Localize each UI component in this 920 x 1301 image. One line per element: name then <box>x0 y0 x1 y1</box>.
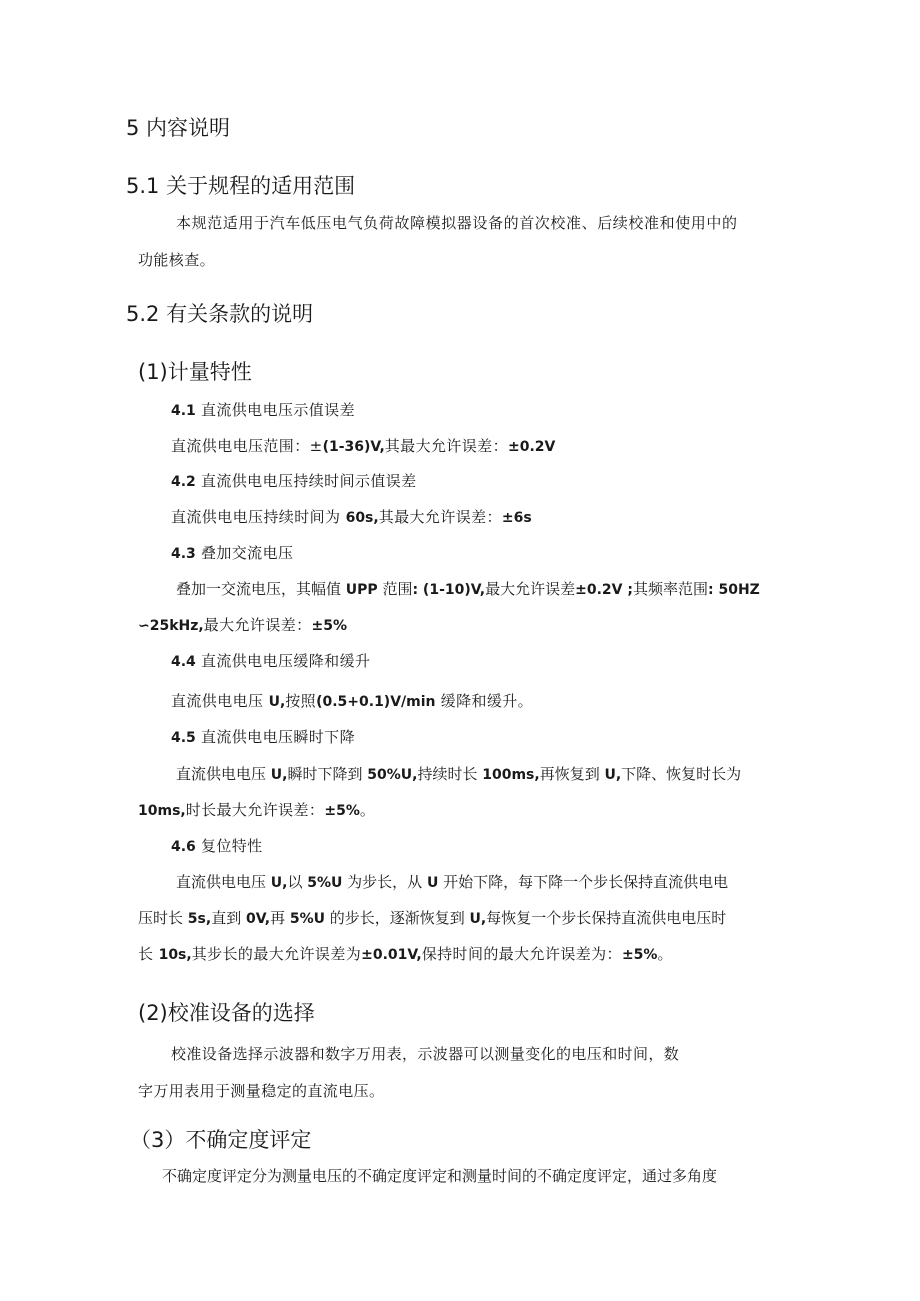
item-4-1-title <box>171 399 355 420</box>
text-run: 其频率范围 <box>632 580 708 598</box>
text-run: 为步长，从 <box>342 873 427 891</box>
item-4-5-body-line-1 <box>176 763 741 784</box>
text-run: 范围 <box>377 580 413 598</box>
item-4-2-title-text: 直流供电电压持续时间示值误差 <box>195 472 417 490</box>
text-run: 直流供电电压 <box>176 765 271 783</box>
text-run: 最大允许误差 <box>485 580 576 598</box>
item-4-4-title <box>171 650 370 671</box>
text-run: 直到 <box>211 909 246 927</box>
text-run: 长 <box>138 945 159 963</box>
item-4-6-title <box>171 835 263 856</box>
text-run: 压时长 <box>138 909 188 927</box>
item-4-6-body-line-1 <box>176 871 728 892</box>
text-run: 直流供电电压范围：± <box>171 437 323 455</box>
item-4-2-body <box>171 506 532 527</box>
bold-run: U, <box>270 767 288 783</box>
text-run: 时长最大允许误差： <box>185 801 325 819</box>
item-4-5-number: 4.5 <box>171 730 196 746</box>
bold-run: ±0.2V ; <box>575 582 633 598</box>
clause-2-para-line-2: 字万用表用于测量稳定的直流电压。 <box>138 1082 385 1100</box>
item-4-4-number: 4.4 <box>171 654 196 670</box>
text-run: 直流供电电压 <box>171 692 269 710</box>
item-4-3-number: 4.3 <box>171 546 196 562</box>
section-5-heading: 5 内容说明 <box>126 116 231 140</box>
text-run: 持续时长 <box>417 765 483 783</box>
item-4-4-body <box>171 690 533 711</box>
section-5-1-para-line-2: 功能核查。 <box>138 251 216 269</box>
item-4-3-body-line-1 <box>176 578 760 599</box>
item-4-3-body-line-2 <box>138 614 347 635</box>
text-run: 缓降和缓升。 <box>435 692 534 710</box>
item-4-5-body-line-2 <box>138 799 375 820</box>
item-4-5-title <box>171 726 355 747</box>
item-4-1-body <box>171 435 555 456</box>
item-4-6-number: 4.6 <box>171 839 196 855</box>
text-run: 其最大允许误差： <box>384 437 508 455</box>
bold-run: : (1-10)V, <box>412 582 486 598</box>
text-run: 按照 <box>285 692 317 710</box>
item-4-1-number: 4.1 <box>171 403 196 419</box>
bold-run: ∽25kHz, <box>138 618 204 634</box>
text-run: 开始下降，每下降一个步长保持直流供电电 <box>438 873 729 891</box>
text-run: 的步长，逐渐恢复到 <box>324 909 470 927</box>
bold-run: U <box>426 875 439 891</box>
item-4-5-title-text: 直流供电电压瞬时下降 <box>195 728 355 746</box>
bold-run: : 50HZ <box>707 582 760 598</box>
text-run: 瞬时下降到 <box>287 765 368 783</box>
bold-run: ±6s <box>501 510 532 526</box>
clause-3-para-line-1: 不确定度评定分为测量电压的不确定度评定和测量时间的不确定度评定，通过多角度 <box>162 1167 718 1185</box>
bold-run: 5s, <box>187 911 212 927</box>
item-4-4-title-text: 直流供电电压缓降和缓升 <box>195 652 371 670</box>
item-4-6-body-line-2 <box>138 907 726 928</box>
bold-run: 50%U, <box>367 767 418 783</box>
section-5-1-heading: 5.1 关于规程的适用范围 <box>126 174 356 198</box>
bold-run: UPP <box>345 582 378 598</box>
item-4-3-title-text: 叠加交流电压 <box>195 544 294 562</box>
text-run: 。 <box>657 945 673 963</box>
item-4-6-title-text: 复位特性 <box>195 837 263 855</box>
bold-run: ±5% <box>324 803 360 819</box>
section-5-1-para-line-1: 本规范适用于汽车低压电气负荷故障模拟器设备的首次校准、后续校准和使用中的 <box>176 214 738 232</box>
bold-run: ±5% <box>311 618 348 634</box>
text-run: 其最大允许误差： <box>378 508 502 526</box>
bold-run: ±5% <box>621 947 658 963</box>
bold-run: U, <box>604 767 622 783</box>
text-run: 。 <box>359 801 376 819</box>
text-run: 其步长的最大允许误差为 <box>191 945 362 963</box>
item-4-2-number: 4.2 <box>171 474 196 490</box>
clause-1-heading: (1)计量特性 <box>138 360 252 384</box>
bold-run: U, <box>469 911 487 927</box>
bold-run: 5%U <box>307 875 343 891</box>
clause-2-para-line-1: 校准设备选择示波器和数字万用表，示波器可以测量变化的电压和时间，数 <box>171 1045 680 1063</box>
bold-run: ±0.2V <box>507 439 556 455</box>
text-run: 再 <box>270 909 290 927</box>
text-run: 叠加一交流电压，其幅值 <box>176 580 346 598</box>
item-4-6-body-line-3 <box>138 943 673 964</box>
bold-run: (0.5+0.1)V/min <box>316 694 436 710</box>
bold-run: 0V, <box>245 911 271 927</box>
item-4-2-title <box>171 470 417 491</box>
bold-run: 10s, <box>158 947 192 963</box>
item-4-1-title-text: 直流供电电压示值误差 <box>195 401 355 419</box>
text-run: 直流供电电压持续时间为 <box>171 508 346 526</box>
text-run: 直流供电电压 <box>176 873 271 891</box>
text-run: 再恢复到 <box>539 765 605 783</box>
text-run: 以 <box>287 873 308 891</box>
bold-run: ±0.01V, <box>361 947 422 963</box>
bold-run: 60s, <box>345 510 379 526</box>
item-4-3-title <box>171 542 293 563</box>
bold-run: (1-36)V, <box>322 439 385 455</box>
bold-run: U, <box>268 694 286 710</box>
text-run: 每恢复一个步长保持直流供电电压时 <box>486 909 727 927</box>
bold-run: 5%U <box>289 911 325 927</box>
bold-run: 100ms, <box>482 767 540 783</box>
text-run: 最大允许误差： <box>203 616 312 634</box>
clause-2-heading: (2)校准设备的选择 <box>138 1001 315 1025</box>
bold-run: 10ms, <box>138 803 186 819</box>
text-run: 保持时间的最大允许误差为： <box>421 945 622 963</box>
text-run: 下降、恢复时长为 <box>621 765 742 783</box>
clause-3-heading: （3）不确定度评定 <box>130 1128 312 1152</box>
bold-run: U, <box>270 875 288 891</box>
section-5-2-heading: 5.2 有关条款的说明 <box>126 302 314 326</box>
